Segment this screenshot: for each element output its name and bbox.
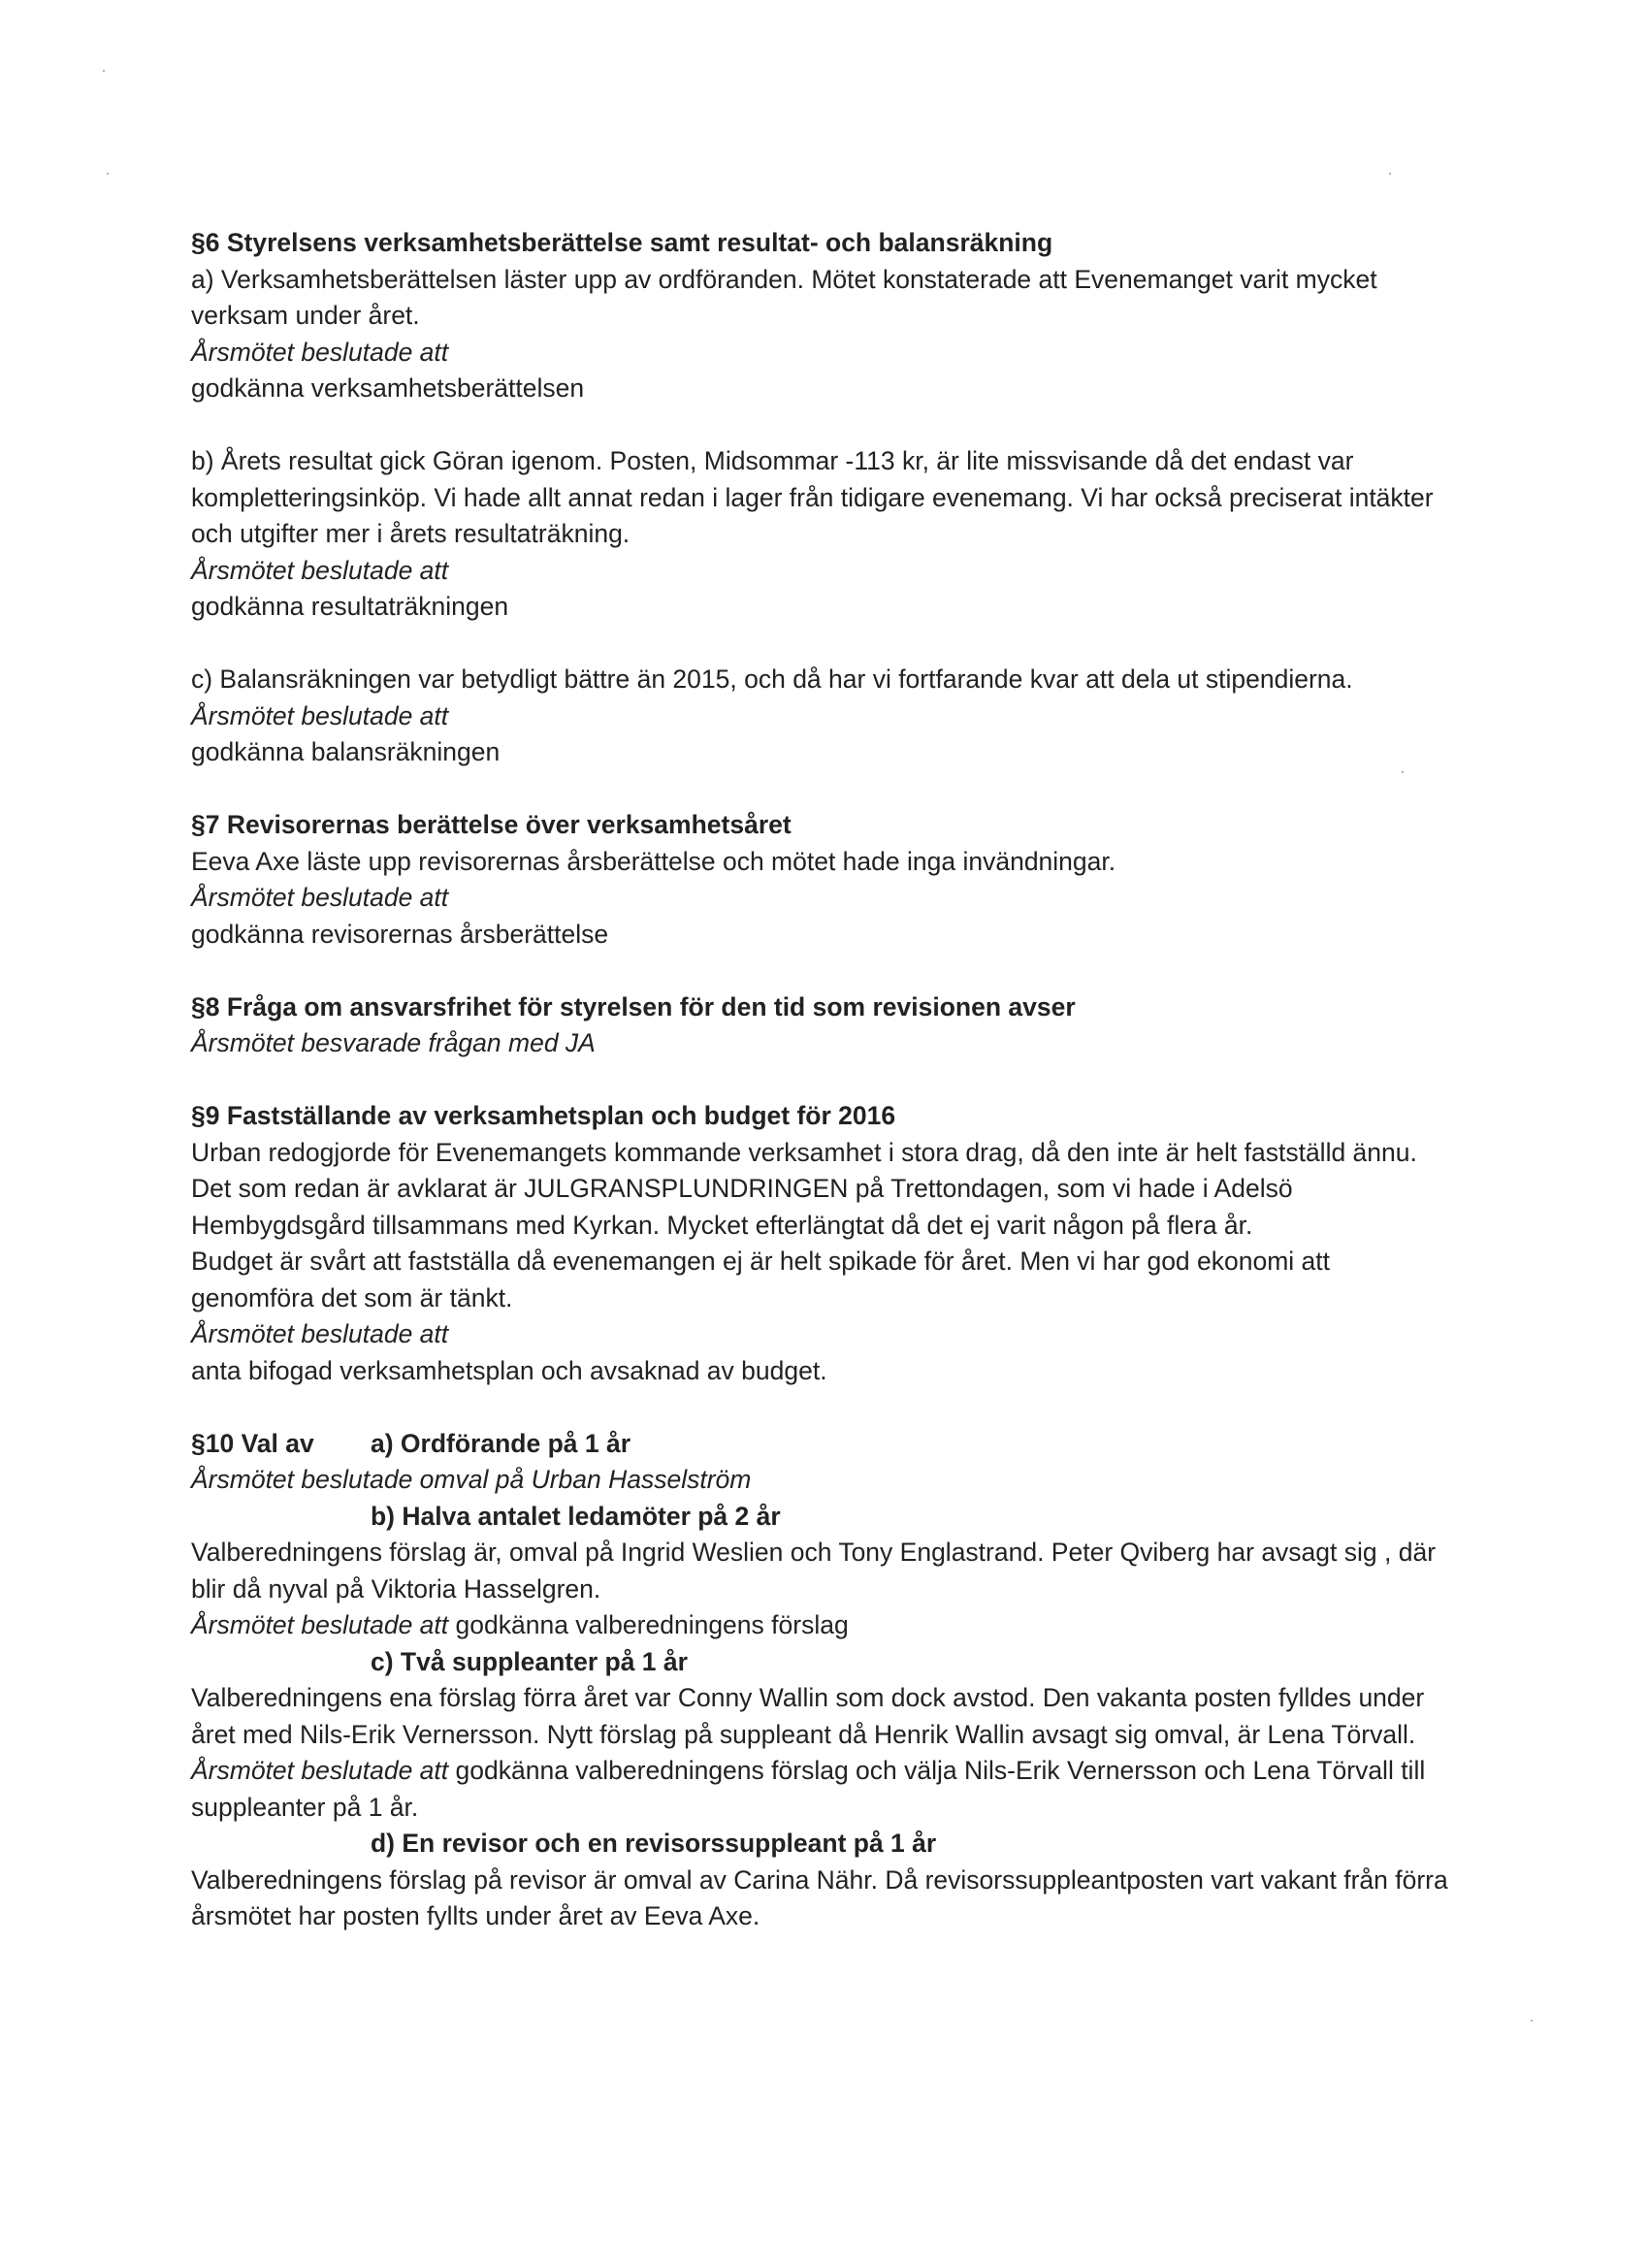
decision-label: Årsmötet beslutade omval på Urban Hasselström (191, 1465, 752, 1494)
section-heading: §7 Revisorernas berättelse över verksamhetsåret (191, 810, 792, 839)
paragraph: b) Årets resultat gick Göran igenom. Posten, Midsommar -113 kr, är lite missvisande då det endast var kompletteringsinköp. Vi hade allt annat redan i lager från tidigare evenemang. Vi har också preciserat intäkter och utgifter mer i årets resultaträkning. (191, 446, 1434, 548)
subheading: a) Ordförande på 1 år (371, 1428, 631, 1458)
decision-text: godkänna resultaträkningen (191, 592, 509, 621)
section-7 (191, 807, 1452, 953)
paragraph: a) Verksamhetsberättelsen läster upp av ordföranden. Mötet konstaterade att Evenemanget varit mycket verksam under året. (191, 264, 1377, 330)
decision-text: anta bifogad verksamhetsplan och avsaknad av budget. (191, 1355, 827, 1385)
decision-label: Årsmötet beslutade att (191, 700, 449, 730)
section-10 (191, 1426, 1452, 1935)
decision-line (191, 1607, 1452, 1644)
subheading: c) Två suppleanter på 1 år (371, 1646, 688, 1676)
section-heading: §9 Fastställande av verksamhetsplan och budget för 2016 (191, 1101, 896, 1130)
scan-speck (103, 70, 105, 72)
paragraph: Valberedningens förslag på revisor är omval av Carina Nähr. Då revisorssuppleantposten vart vakant från förra årsmötet har posten fyllts under året av Eeva Axe. (191, 1864, 1448, 1930)
paragraph: Budget är svårt att fastställa då evenemangen ej är helt spikade för året. Men vi har god ekonomi att genomföra det som är tänkt. (191, 1247, 1331, 1312)
paragraph: Valberedningens ena förslag förra året var Conny Wallin som dock avstod. Den vakanta posten fylldes under året med Nils-Erik Vernersson. Nytt förslag på suppleant då Henrik Wallin avsagt sig omval, är Lena Törvall. (191, 1683, 1425, 1749)
decision-label: Årsmötet besvarade frågan med JA (191, 1028, 596, 1057)
decision-text: godkänna valberedningens förslag och välja Nils-Erik Vernersson och Lena Törvall till suppleanter på 1 år. (191, 1756, 1426, 1822)
paragraph: Eeva Axe läste upp revisorernas årsberättelse och mötet hade inga invändningar. (191, 846, 1116, 876)
decision-text: godkänna revisorernas årsberättelse (191, 919, 609, 949)
section-heading (191, 1426, 1452, 1463)
decision-line (191, 1753, 1452, 1826)
scan-speck (107, 173, 109, 175)
section-6 (191, 225, 1452, 771)
paragraph: Urban redogjorde för Evenemangets kommande verksamhet i stora drag, då den inte är helt fastställd ännu. Det som redan är avklarat är JULGRANSPLUNDRINGEN på Trettondagen, som vi hade i Adelsö Hembygdsgård tillsammans med Kyrkan. Mycket efterlängtat då det ej varit någon på flera år. (191, 1137, 1417, 1240)
decision-label: Årsmötet beslutade att (191, 555, 449, 585)
subheading: d) En revisor och en revisorssuppleant på 1 år (371, 1829, 937, 1858)
section-heading: §6 Styrelsens verksamhetsberättelse samt resultat- och balansräkning (191, 228, 1053, 257)
decision-text: godkänna valberedningens förslag (448, 1610, 849, 1639)
decision-label: Årsmötet beslutade att (191, 337, 449, 367)
section-heading: §8 Fråga om ansvarsfrihet för styrelsen för den tid som revisionen avser (191, 991, 1076, 1021)
section-8 (191, 989, 1452, 1062)
decision-label: Årsmötet beslutade att (191, 1319, 449, 1348)
scan-speck (1389, 173, 1391, 175)
decision-label: Årsmötet beslutade att (191, 1756, 449, 1785)
document-page (191, 225, 1452, 1935)
decision-label: Årsmötet beslutade att (191, 1610, 449, 1639)
scan-speck (1531, 2020, 1533, 2022)
section-lead: §10 Val av (191, 1428, 314, 1458)
subheading: b) Halva antalet ledamöter på 2 år (371, 1501, 781, 1531)
decision-label: Årsmötet beslutade att (191, 883, 449, 912)
paragraph: c) Balansräkningen var betydligt bättre än 2015, och då har vi fortfarande kvar att dela ut stipendierna. (191, 664, 1353, 694)
section-9 (191, 1098, 1452, 1389)
decision-text: godkänna balansräkningen (191, 737, 501, 766)
paragraph: Valberedningens förslag är, omval på Ingrid Weslien och Tony Englastrand. Peter Qviberg har avsagt sig , där blir då nyval på Viktoria Hasselgren. (191, 1538, 1437, 1604)
decision-text: godkänna verksamhetsberättelsen (191, 373, 585, 403)
